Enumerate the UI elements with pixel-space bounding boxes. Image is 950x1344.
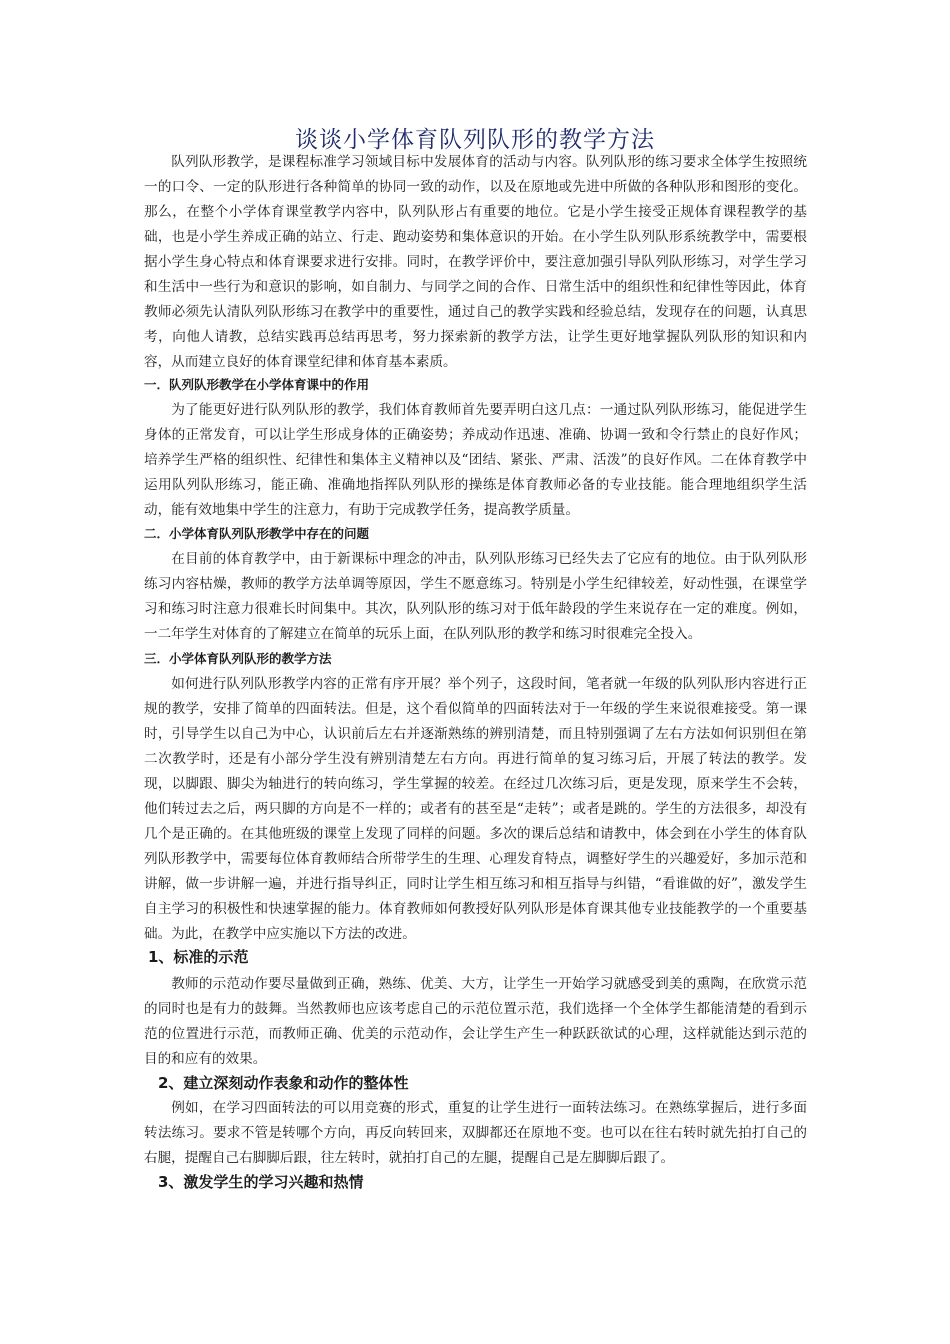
method-body-2: 例如，在学习四面转法的可以用竞赛的形式，重复的让学生进行一面转法练习。在熟练掌握后，进行多面转法练习。要求不管是转哪个方向，再反向转回来，双脚都还在原地不变。也可以在往右转时就先拍打自己的右腿，提醒自己右脚脚后跟，往左转时，就拍打自己的左腿，提醒自己是左脚脚后跟了。 [144, 1100, 807, 1166]
section-heading-2: 二．小学体育队列队形教学中存在的问题 [144, 526, 370, 541]
method-heading-3: 3、激发学生的学习兴趣和热情 [158, 1173, 364, 1191]
section-body-2: 在目前的体育教学中，由于新课标中理念的冲击，队列队形练习已经失去了它应有的地位。由于队列队形练习内容枯燥，教师的教学方法单调等原因，学生不愿意练习。特别是小学生纪律较差，好动性强，在课堂学习和练习时注意力很难长时间集中。其次，队列队形的练习对于低年龄段的学生来说存在一定的难度。例如，一二年学生对体育的了解建立在简单的玩乐上面，在队列队形的教学和练习时很难完全投入。 [144, 551, 807, 642]
method-heading-2: 2、建立深刻动作表象和动作的整体性 [158, 1074, 409, 1092]
document-title: 谈谈小学体育队列队形的教学方法 [295, 127, 655, 153]
section-heading-1: 一．队列队形教学在小学体育课中的作用 [144, 377, 370, 392]
section-body-1: 为了能更好进行队列队形的教学，我们体育教师首先要弄明白这几点：一通过队列队形练习，能促进学生身体的正常发育，可以让学生形成身体的正确姿势；养成动作迅速、准确、协调一致和令行禁止的良好作风；培养学生严格的组织性、纪律性和集体主义精神以及“团结、紧张、严肃、活泼”的良好作风。二在体育教学中运用队列队形练习，能正确、准确地指挥队列队形的操练是体育教师必备的专业技能。能合理地组织学生活动，能有效地集中学生的注意力，有助于完成教学任务，提高教学质量。 [144, 402, 807, 518]
intro-paragraph: 队列队形教学，是课程标准学习领域目标中发展体育的活动与内容。队列队形的练习要求全体学生按照统一的口令、一定的队形进行各种简单的协同一致的动作，以及在原地或先进中所做的各种队形和图形的变化。那么，在整个小学体育课堂教学内容中，队列队形占有重要的地位。它是小学生接受正规体育课程教学的基础，也是小学生养成正确的站立、行走、跑动姿势和集体意识的开始。在小学生队列队形系统教学中，需要根据小学生身心特点和体育课要求进行安排。同时，在教学评价中，要注意加强引导队列队形练习，对学生学习和生活中一些行为和意识的影响，如自制力、与同学之间的合作、日常生活中的组织性和纪律性等因此，体育教师必须先认清队列队形练习在教学中的重要性，通过自己的教学实践和经验总结，发现存在的问题，认真思考，向他人请教，总结实践再总结再思考，努力探索新的教学方法，让学生更好地掌握队列队形的知识和内容，从而建立良好的体育课堂纪律和体育基本素质。 [144, 154, 807, 370]
method-body-1: 教师的示范动作要尽量做到正确，熟练、优美、大方，让学生一开始学习就感受到美的熏陶，在欣赏示范的同时也是有力的鼓舞。当然教师也应该考虑自己的示范位置示范，我们选择一个全体学生都能清楚的看到示范的位置进行示范，而教师正确、优美的示范动作，会让学生产生一种跃跃欲试的心理，这样就能达到示范的目的和应有的效果。 [144, 976, 807, 1067]
method-heading-1: 1、标准的示范 [148, 948, 249, 966]
section-heading-3: 三．小学体育队列队形的教学方法 [144, 651, 332, 666]
section-body-3: 如何进行队列队形教学内容的正常有序开展？举个列子，这段时间，笔者就一年级的队列队形内容进行正规的教学，安排了简单的四面转法。但是，这个看似简单的四面转法对于一年级的学生来说很难接受。第一课时，引导学生以自己为中心，认识前后左右并逐渐熟练的辨别清楚，而且特别强调了左右方法如何识别但在第二次教学时，还是有小部分学生没有辨别清楚左右方向。再进行简单的复习练习后，开展了转法的教学。发现，以脚跟、脚尖为轴进行的转向练习，学生掌握的较差。在经过几次练习后，更是发现，原来学生不会转，他们转过去之后，两只脚的方向是不一样的；或者有的甚至是“走转”；或者是跳的。学生的方法很多，却没有几个是正确的。在其他班级的课堂上发现了同样的问题。多次的课后总结和请教中，体会到在小学生的体育队列队形教学中，需要每位体育教师结合所带学生的生理、心理发育特点，调整好学生的兴趣爱好，多加示范和讲解，做一步讲解一遍，并进行指导纠正，同时让学生相互练习和相互指导与纠错，“看谁做的好”，激发学生自主学习的积极性和快速掌握的能力。体育教师如何教授好队列队形是体育课其他专业技能教学的一个重要基础。为此，在教学中应实施以下方法的改进。 [144, 676, 807, 942]
